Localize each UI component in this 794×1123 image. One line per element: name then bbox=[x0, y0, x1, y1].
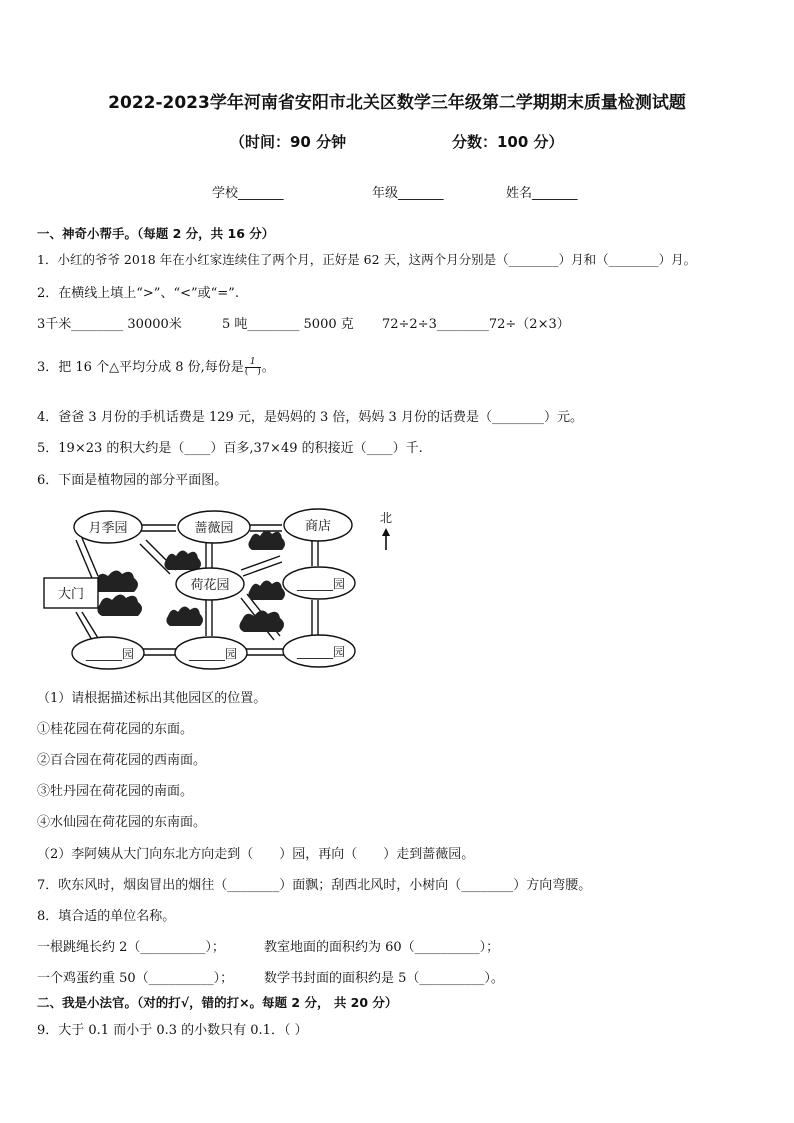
question-6-1d: ④水仙园在荷花园的东南面。 bbox=[37, 815, 207, 830]
question-6-1a: ①桂花园在荷花园的东面。 bbox=[37, 722, 194, 737]
question-8a: 一根跳绳长约 2（__________）； bbox=[37, 940, 225, 955]
question-6-1b: ②百合园在荷花园的西南面。 bbox=[37, 753, 207, 768]
question-2c: 72÷2÷3________72÷（2×3） bbox=[382, 317, 570, 332]
grade-field: 年级_______ bbox=[372, 186, 444, 201]
east-garden-blank: ______园 bbox=[296, 577, 346, 591]
page-title: 2022-2023学年河南省安阳市北关区数学三年级第二学期期末质量检测试题 bbox=[108, 93, 686, 113]
southwest-garden-blank: ______园 bbox=[85, 647, 135, 661]
question-2b: 5 吨________ 5000 克 bbox=[222, 317, 354, 332]
rose-garden-label: 月季园 bbox=[88, 521, 128, 536]
question-9: 9．大于 0.1 而小于 0.3 的小数只有 0.1．（ ） bbox=[37, 1023, 308, 1038]
southeast-garden-blank: ______园 bbox=[296, 645, 346, 659]
question-2a: 3千米________ 30000米 bbox=[37, 317, 182, 332]
question-5: 5．19×23 的积大约是（____）百多,37×49 的积接近（____）千. bbox=[37, 441, 423, 456]
question-7: 7．吹东风时，烟囱冒出的烟往（________）面飘；刮西北风时，小树向（________）方向弯腰。 bbox=[37, 878, 592, 893]
north-label: 北 bbox=[379, 511, 393, 525]
school-field: 学校_______ bbox=[212, 186, 284, 201]
section-heading-2: 二、我是小法官。（对的打√，错的打×。每题 2 分， 共 20 分） bbox=[37, 995, 398, 1010]
gate-label: 大门 bbox=[57, 587, 85, 602]
question-8d: 数学书封面的面积约是 5（__________）。 bbox=[264, 971, 504, 986]
lotus-garden-label: 荷花园 bbox=[190, 578, 230, 593]
fraction-numerator: 1 bbox=[245, 358, 261, 368]
qiangwei-garden-label: 蔷薇园 bbox=[194, 521, 234, 536]
question-3-text: 3．把 16 个△平均分成 8 份,每份是 bbox=[37, 360, 244, 375]
question-6-1: （1）请根据描述标出其他园区的位置。 bbox=[37, 691, 267, 706]
question-6-2: （2）李阿姨从大门向东北方向走到（ ）园，再向（ ）走到蔷薇园。 bbox=[37, 847, 475, 862]
exam-time: （时间：90 分钟 bbox=[230, 133, 347, 151]
question-6-1c: ③牡丹园在荷花园的南面。 bbox=[37, 784, 194, 799]
name-field: 姓名_______ bbox=[506, 186, 578, 201]
fraction-denominator: ( ) bbox=[244, 367, 261, 377]
question-1: 1．小红的爷爷 2018 年在小红家连续住了两个月，正好是 62 天，这两个月分别是（________）月和（________）月。 bbox=[37, 252, 697, 267]
question-8: 8．填合适的单位名称。 bbox=[37, 909, 176, 924]
shop-label: 商店 bbox=[304, 519, 332, 534]
south-garden-blank: ______园 bbox=[188, 647, 238, 661]
exam-score: 分数：100 分） bbox=[452, 133, 564, 151]
question-8c: 一个鸡蛋约重 50（__________）； bbox=[37, 971, 234, 986]
question-2: 2．在横线上填上“>”、“<”或“=”. bbox=[37, 286, 239, 301]
question-6: 6．下面是植物园的部分平面图。 bbox=[37, 473, 228, 488]
fraction bbox=[245, 358, 261, 377]
north-arrow-icon bbox=[382, 528, 390, 550]
question-3-end: 。 bbox=[261, 360, 275, 375]
question-3 bbox=[37, 356, 275, 377]
garden-map bbox=[36, 500, 406, 680]
question-8b: 教室地面的面积约为 60（__________）； bbox=[264, 940, 500, 955]
section-heading-1: 一、神奇小帮手。（每题 2 分，共 16 分） bbox=[37, 226, 275, 241]
question-4: 4．爸爸 3 月份的手机话费是 129 元，是妈妈的 3 倍，妈妈 3 月份的话费是（________）元。 bbox=[37, 410, 583, 425]
